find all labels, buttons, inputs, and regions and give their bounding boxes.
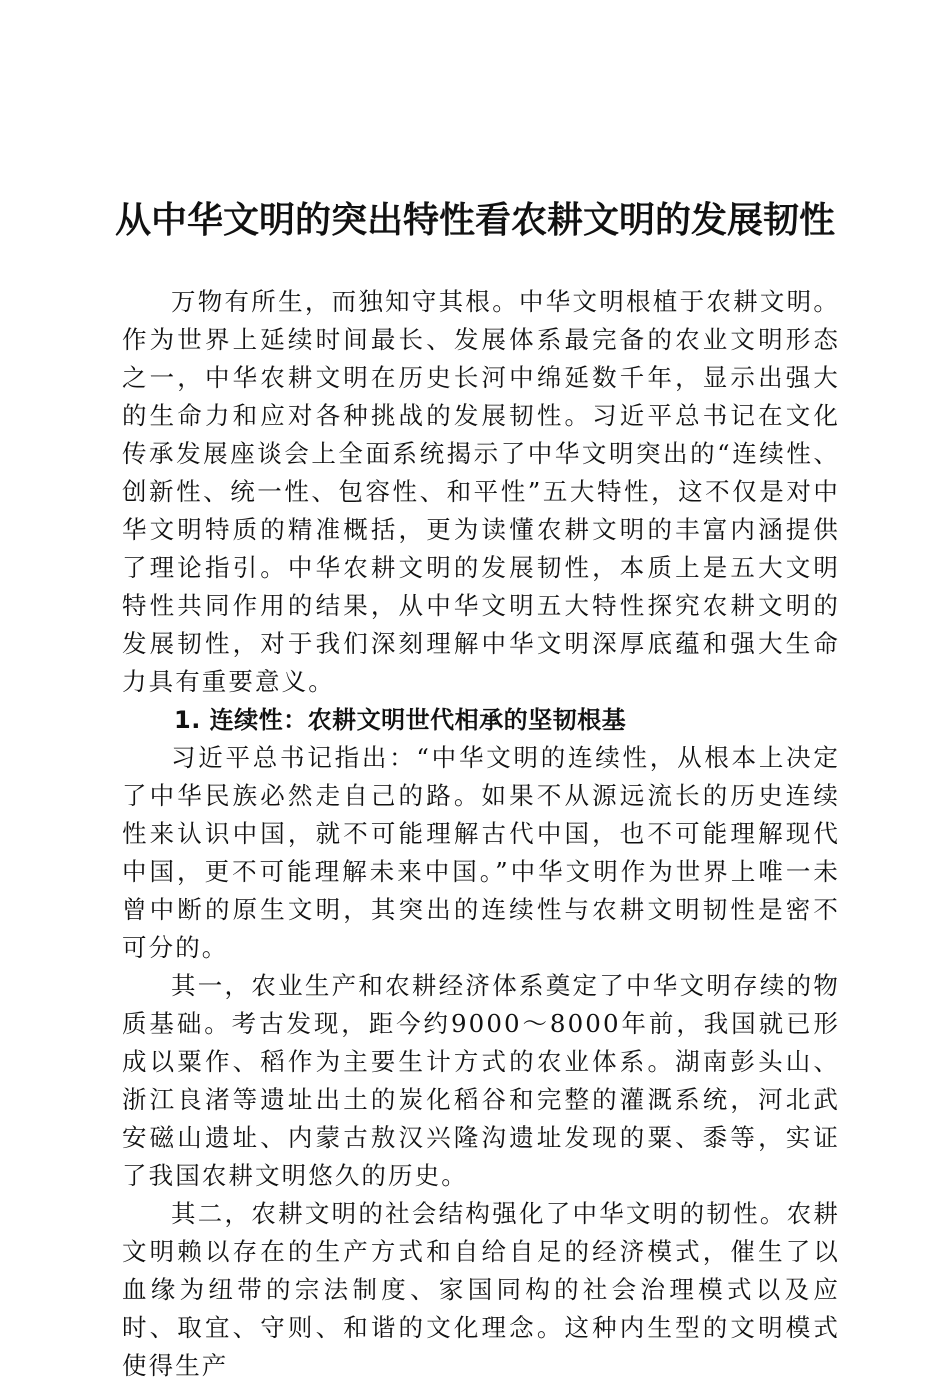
- paragraph-second-point: 其二，农耕文明的社会结构强化了中华文明的韧性。农耕文明赖以存在的生产方式和自给自足的经济模式，催生了以血缘为纽带的宗法制度、家国同构的社会治理模式以及应时、取宜、守则、和谐的文化理念。这种内生型的文明模式使得生产: [122, 1199, 840, 1380]
- paragraph-quote: 习近平总书记指出：“中华文明的连续性，从根本上决定了中华民族必然走自己的路。如果不从源远流长的历史连续性来认识中国，就不可能理解古代中国，也不可能理解现代中国，更不可能理解未来中国。”中华文明作为世界上唯一未曾中断的原生文明，其突出的连续性与农耕文明韧性是密不可分的。: [122, 743, 840, 962]
- section-heading: 1. 连续性：农耕文明世代相承的坚韧根基: [174, 706, 627, 734]
- paragraph-first-point: 其一，农业生产和农耕经济体系奠定了中华文明存续的物质基础。考古发现，距今约9000～8000年前，我国就已形成以粟作、稻作为主要生计方式的农业体系。湖南彭头山、浙江良渚等遗址出土的炭化稻谷和完整的灌溉系统，河北武安磁山遗址、内蒙古敖汉兴隆沟遗址发现的粟、黍等，实证了我国农耕文明悠久的历史。: [122, 971, 840, 1190]
- document-body: [122, 283, 840, 1385]
- document-title: 从中华文明的突出特性看农耕文明的发展韧性: [114, 199, 835, 241]
- paragraph-intro: 万物有所生，而独知守其根。中华文明根植于农耕文明。作为世界上延续时间最长、发展体系最完备的农业文明形态之一，中华农耕文明在历史长河中绵延数千年，显示出强大的生命力和应对各种挑战的发展韧性。习近平总书记在文化传承发展座谈会上全面系统揭示了中华文明突出的“连续性、创新性、统一性、包容性、和平性”五大特性，这不仅是对中华文明特质的精准概括，更为读懂农耕文明的丰富内涵提供了理论指引。中华农耕文明的发展韧性，本质上是五大文明特性共同作用的结果，从中华文明五大特性探究农耕文明的发展韧性，对于我们深刻理解中华文明深厚底蕴和强大生命力具有重要意义。: [122, 287, 840, 696]
